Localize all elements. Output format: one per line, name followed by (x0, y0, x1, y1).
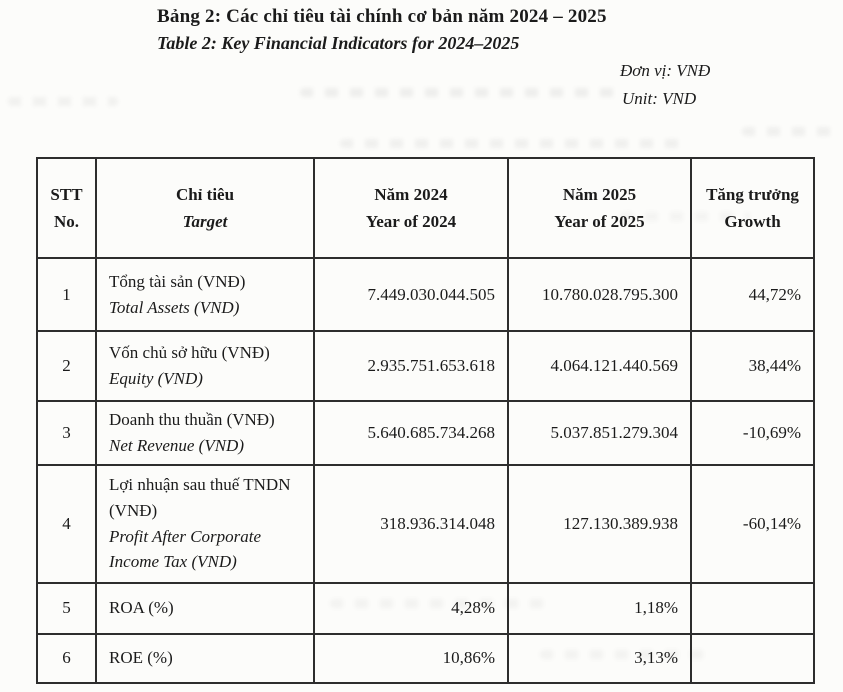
header-year-2024 (314, 158, 508, 258)
row-number: 5 (37, 583, 96, 634)
growth-value: 38,44% (691, 331, 814, 401)
financial-indicators-table (36, 157, 815, 684)
scan-bleed-artifact (340, 139, 690, 148)
header-target-en: Target (182, 212, 228, 231)
value-2024: 7.449.030.044.505 (314, 258, 508, 331)
header-year-2025-en: Year of 2025 (554, 212, 645, 231)
row-number: 1 (37, 258, 96, 331)
header-growth (691, 158, 814, 258)
growth-value: -60,14% (691, 465, 814, 583)
value-2024: 10,86% (314, 634, 508, 683)
table-row (37, 583, 814, 634)
scan-bleed-artifact (742, 127, 834, 136)
growth-value: 44,72% (691, 258, 814, 331)
row-number: 6 (37, 634, 96, 683)
value-2025: 3,13% (508, 634, 691, 683)
value-2024: 318.936.314.048 (314, 465, 508, 583)
table-row (37, 401, 814, 465)
value-2025: 4.064.121.440.569 (508, 331, 691, 401)
table-row (37, 465, 814, 583)
growth-value: -10,69% (691, 401, 814, 465)
indicator-label-vi: Lợi nhuận sau thuế TNDN (VNĐ) (109, 475, 291, 520)
unit-note-vi: Đơn vị: VNĐ (620, 61, 711, 80)
indicator-label-vi: Vốn chủ sở hữu (VNĐ) (109, 343, 270, 363)
scan-bleed-artifact (300, 88, 620, 97)
indicator-cell (96, 331, 314, 401)
scan-bleed-artifact (8, 97, 118, 106)
value-2025: 127.130.389.938 (508, 465, 691, 583)
indicator-label-en: Profit After Corporate Income Tax (VND) (109, 526, 262, 572)
row-number: 4 (37, 465, 96, 583)
document-title-en: Table 2: Key Financial Indicators for 2024–2025 (157, 33, 520, 53)
header-year-2025 (508, 158, 691, 258)
indicator-cell (96, 258, 314, 331)
table-row (37, 331, 814, 401)
indicator-cell (96, 401, 314, 465)
indicator-label-en: Equity (VND) (109, 369, 203, 388)
header-no (37, 158, 96, 258)
growth-value (691, 634, 814, 683)
header-growth-en: Growth (724, 212, 781, 231)
table-row (37, 258, 814, 331)
header-growth-vi: Tăng trưởng (706, 184, 799, 204)
header-no-vi: STT (50, 184, 83, 204)
indicator-label-en: Net Revenue (VND) (109, 435, 244, 455)
indicator-label-vi: ROA (%) (109, 598, 174, 618)
table-row (37, 634, 814, 683)
value-2025: 10.780.028.795.300 (508, 258, 691, 331)
indicator-cell (96, 583, 314, 634)
row-number: 3 (37, 401, 96, 465)
header-no-en: No. (53, 212, 80, 231)
header-year-2024-en: Year of 2024 (365, 212, 457, 231)
value-2024: 5.640.685.734.268 (314, 401, 508, 465)
value-2025: 1,18% (508, 583, 691, 634)
table-header-row (37, 158, 814, 258)
indicator-label-vi: Doanh thu thuần (VNĐ) (109, 410, 275, 429)
document-title-vi: Bảng 2: Các chỉ tiêu tài chính cơ bản năm 2024 – 2025 (157, 6, 607, 27)
indicator-label-vi: Tổng tài sản (VNĐ) (109, 271, 246, 291)
indicator-label-en: Total Assets (VND) (109, 297, 240, 317)
value-2024: 4,28% (314, 583, 508, 634)
header-target (96, 158, 314, 258)
indicator-label-vi: ROE (%) (109, 648, 173, 668)
header-year-2025-vi: Năm 2025 (562, 184, 637, 204)
indicator-cell (96, 634, 314, 683)
value-2025: 5.037.851.279.304 (508, 401, 691, 465)
indicator-cell (96, 465, 314, 583)
header-target-vi: Chỉ tiêu (175, 184, 235, 204)
header-year-2024-vi: Năm 2024 (374, 184, 448, 204)
unit-note-en: Unit: VND (622, 89, 697, 108)
growth-value (691, 583, 814, 634)
row-number: 2 (37, 331, 96, 401)
value-2024: 2.935.751.653.618 (314, 331, 508, 401)
